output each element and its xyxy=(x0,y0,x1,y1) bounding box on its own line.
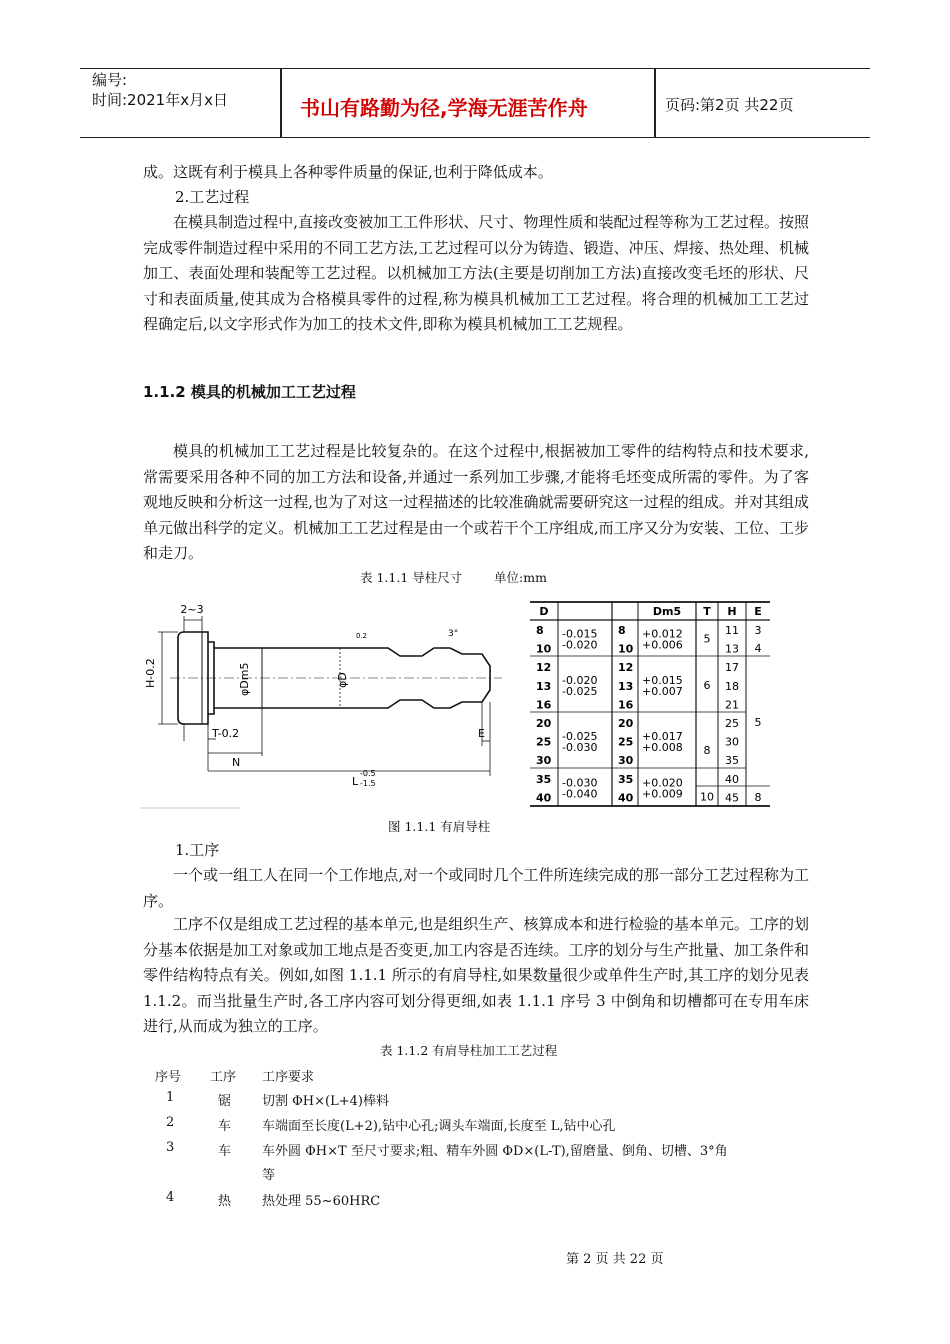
subheading: 2.工艺过程 xyxy=(175,188,250,206)
dim-table-dm5-cell: 20 xyxy=(618,717,634,730)
dim-label-e: E xyxy=(478,727,485,740)
dim-table-header: E xyxy=(754,605,762,618)
dim-label-dm5: φDm5 xyxy=(238,662,251,696)
subheading: 1.工序 xyxy=(175,841,220,859)
header-divider xyxy=(280,69,282,137)
process-row-req-cont: 等 xyxy=(262,1168,276,1183)
dim-label-t: T-0.2 xyxy=(212,727,240,740)
dim-table-h-cell: 11 xyxy=(725,624,739,637)
dim-table-d-tolerance: -0.020 xyxy=(562,674,598,688)
dim-label-2-3: 2~3 xyxy=(180,603,204,616)
table-caption: 表 1.1.2 有肩导柱加工工艺过程 xyxy=(380,1043,558,1058)
dim-table-header: H xyxy=(727,605,737,618)
dim-table-h-cell: 21 xyxy=(725,698,739,712)
dim-table-h-cell: 30 xyxy=(725,735,739,749)
dim-table-dm5-tolerance: +0.015 xyxy=(642,674,683,688)
header-page-info: 页码:第2页 共22页 xyxy=(665,96,794,114)
dim-label-l: L xyxy=(352,775,359,788)
dim-table-d-cell: 30 xyxy=(536,754,552,768)
paragraph: 一个或一组工人在同一个工作地点,对一个或同时几个工件所连续完成的那一部分工艺过程称为工序。 xyxy=(143,866,809,910)
dim-table-d-tolerance: -0.015 xyxy=(562,627,598,641)
dim-label-n: N xyxy=(232,756,241,769)
process-row-req: 车端面至长度(L+2),钻中心孔;调头车端面,长度至 L,钻中心孔 xyxy=(262,1119,616,1134)
guide-pillar-dimension-table xyxy=(530,600,770,808)
process-table-header-op: 工序 xyxy=(210,1070,237,1085)
dim-table-t-cell: 6 xyxy=(703,679,711,693)
dim-table-dm5-tolerance: +0.009 xyxy=(642,787,683,801)
dim-table-dm5-cell: 16 xyxy=(618,698,634,712)
dim-table-t-cell: 10 xyxy=(700,790,714,804)
dim-table-dm5-cell: 13 xyxy=(618,679,634,693)
dim-table-dm5-tolerance: +0.008 xyxy=(642,740,683,754)
process-table-header-no: 序号 xyxy=(155,1070,182,1085)
dim-table-t-cell: 5 xyxy=(703,632,711,646)
page-footer: 第 2 页 共 22 页 xyxy=(566,1252,664,1267)
dimension-table-grid xyxy=(530,600,770,808)
dim-table-e-cell: 5 xyxy=(754,716,762,729)
dim-table-dm5-tolerance: +0.012 xyxy=(642,627,683,641)
dim-table-h-cell: 35 xyxy=(725,754,739,768)
dim-table-d-cell: 40 xyxy=(536,791,552,805)
dim-table-dm5-cell: 40 xyxy=(618,791,634,805)
process-row-op: 车 xyxy=(218,1119,232,1134)
process-row-op: 锯 xyxy=(218,1094,232,1109)
dim-table-dm5-cell: 25 xyxy=(618,735,634,749)
header-time-label: 时间:2021年x月x日 xyxy=(92,91,228,109)
dim-label-l-tol-top: -0.5 xyxy=(360,769,376,778)
dim-label-angle: 3° xyxy=(448,629,459,639)
dim-table-d-cell: 35 xyxy=(536,772,552,786)
paragraph: 工序不仅是组成工艺过程的基本单元,也是组织生产、核算成本和进行检验的基本单元。工序的划分基本依据是加工对象或加工地点是否变更,加工内容是否连续。工序的划分与生产批量、加工条件和零件结构特点有关。例如,如图 1.1.1 所示的有肩导柱,如果数量很少或单件生产时,其工序的划分见表 1.1.2。而当批量生产时,各工序内容可划分得更细,如表 1.1.1 序号 3 中倒角和切槽都可在专用车床进行,从而成为独立的工序。 xyxy=(143,915,809,1035)
process-row-no: 3 xyxy=(166,1140,175,1155)
header-motto: 书山有路勤为径,学海无涯苦作舟 xyxy=(300,96,588,120)
section-heading: 1.1.2 模具的机械加工工艺过程 xyxy=(143,383,356,401)
dim-table-d-cell: 16 xyxy=(536,698,552,712)
process-row-no: 2 xyxy=(166,1115,175,1130)
paragraph: 模具的机械加工工艺过程是比较复杂的。在这个过程中,根据被加工零件的结构特点和技术要求,常需要采用各种不同的加工方法和设备,并通过一系列加工步骤,才能将毛坯变成所需的零件。为了客观地反映和分析这一过程,也为了对这一过程描述的比较准确就需要研究这一过程的组成。并对其组成单元做出科学的定义。机械加工工艺过程是由一个或若干个工序组成,而工序又分为安装、工位、工步和走刀。 xyxy=(143,442,809,562)
dim-table-d-tolerance: -0.020 xyxy=(562,638,598,652)
dim-table-header: T xyxy=(703,605,711,618)
dim-table-dm5-cell: 30 xyxy=(618,754,634,768)
dim-table-header: D xyxy=(539,605,549,618)
header-number-label: 编号: xyxy=(92,71,128,89)
dim-table-h-cell: 40 xyxy=(725,772,739,786)
dim-table-d-cell: 20 xyxy=(536,717,552,730)
dim-table-dm5-cell: 10 xyxy=(618,642,634,656)
dim-table-d-tolerance: -0.040 xyxy=(562,787,598,801)
dim-table-dm5-cell: 12 xyxy=(618,661,634,675)
dim-table-dm5-cell: 35 xyxy=(618,772,634,786)
dim-table-dm5-cell: 8 xyxy=(618,624,626,637)
table-caption: 表 1.1.1 导柱尺寸 单位:mm xyxy=(360,570,547,585)
dim-table-e-cell: 4 xyxy=(754,642,762,655)
process-row-no: 1 xyxy=(166,1090,175,1105)
dim-table-t-cell: 8 xyxy=(703,744,711,758)
dim-table-header: Dm5 xyxy=(652,605,682,618)
dim-table-d-tolerance: -0.025 xyxy=(562,729,598,743)
dim-table-h-cell: 18 xyxy=(725,679,739,693)
dim-table-e-cell: 8 xyxy=(754,791,762,804)
dim-table-dm5-tolerance: +0.020 xyxy=(642,776,683,790)
dim-label-l-tol-bot: -1.5 xyxy=(360,779,376,788)
process-table-header-req: 工序要求 xyxy=(262,1070,315,1085)
dim-label-0-2: 0.2 xyxy=(356,632,368,640)
header-divider xyxy=(654,69,656,137)
dim-table-h-cell: 13 xyxy=(725,642,739,656)
dim-table-d-cell: 8 xyxy=(536,624,544,637)
process-row-op: 热 xyxy=(218,1194,232,1209)
dim-table-d-cell: 13 xyxy=(536,679,552,693)
dim-table-d-tolerance: -0.030 xyxy=(562,740,598,754)
process-row-req: 车外圆 ΦH×T 至尺寸要求;粗、精车外圆 ΦD×(L-T),留磨量、倒角、切槽、3°角 xyxy=(262,1144,728,1159)
paragraph: 在模具制造过程中,直接改变被加工工件形状、尺寸、物理性质和装配过程等称为工艺过程。按照完成零件制造过程中采用的不同工艺方法,工艺过程可以分为铸造、锻造、冲压、焊接、热处理、机械加工、表面处理和装配等工艺过程。以机械加工方法(主要是切削加工方法)直接改变毛坯的形状、尺寸和表面质量,使其成为合格模具零件的过程,称为模具机械加工工艺过程。将合理的机械加工工艺过程确定后,以文字形式作为加工的技术文件,即称为模具机械加工工艺规程。 xyxy=(143,213,809,333)
process-row-op: 车 xyxy=(218,1144,232,1159)
dim-table-d-cell: 10 xyxy=(536,642,552,656)
guide-pillar-drawing xyxy=(140,596,520,811)
dim-label-h: H-0.2 xyxy=(144,658,157,688)
dim-table-dm5-tolerance: +0.007 xyxy=(642,685,683,699)
process-row-req: 切割 ΦH×(L+4)棒料 xyxy=(262,1094,389,1109)
dim-table-h-cell: 17 xyxy=(725,661,739,675)
figure-caption: 图 1.1.1 有肩导柱 xyxy=(388,819,491,834)
dim-table-d-tolerance: -0.025 xyxy=(562,685,598,699)
paragraph: 成。这既有利于模具上各种零件质量的保证,也利于降低成本。 xyxy=(143,163,553,181)
process-row-no: 4 xyxy=(166,1190,175,1205)
dim-table-d-cell: 25 xyxy=(536,735,552,749)
process-row-req: 热处理 55~60HRC xyxy=(262,1194,381,1209)
dim-table-d-cell: 12 xyxy=(536,661,552,675)
dim-table-dm5-tolerance: +0.006 xyxy=(642,638,683,652)
dim-table-e-cell: 3 xyxy=(754,624,762,637)
dim-table-h-cell: 25 xyxy=(725,717,739,730)
dim-table-h-cell: 45 xyxy=(725,791,739,805)
dim-table-d-tolerance: -0.030 xyxy=(562,776,598,790)
dim-table-dm5-tolerance: +0.017 xyxy=(642,729,683,743)
dim-label-d: φD xyxy=(336,672,349,688)
